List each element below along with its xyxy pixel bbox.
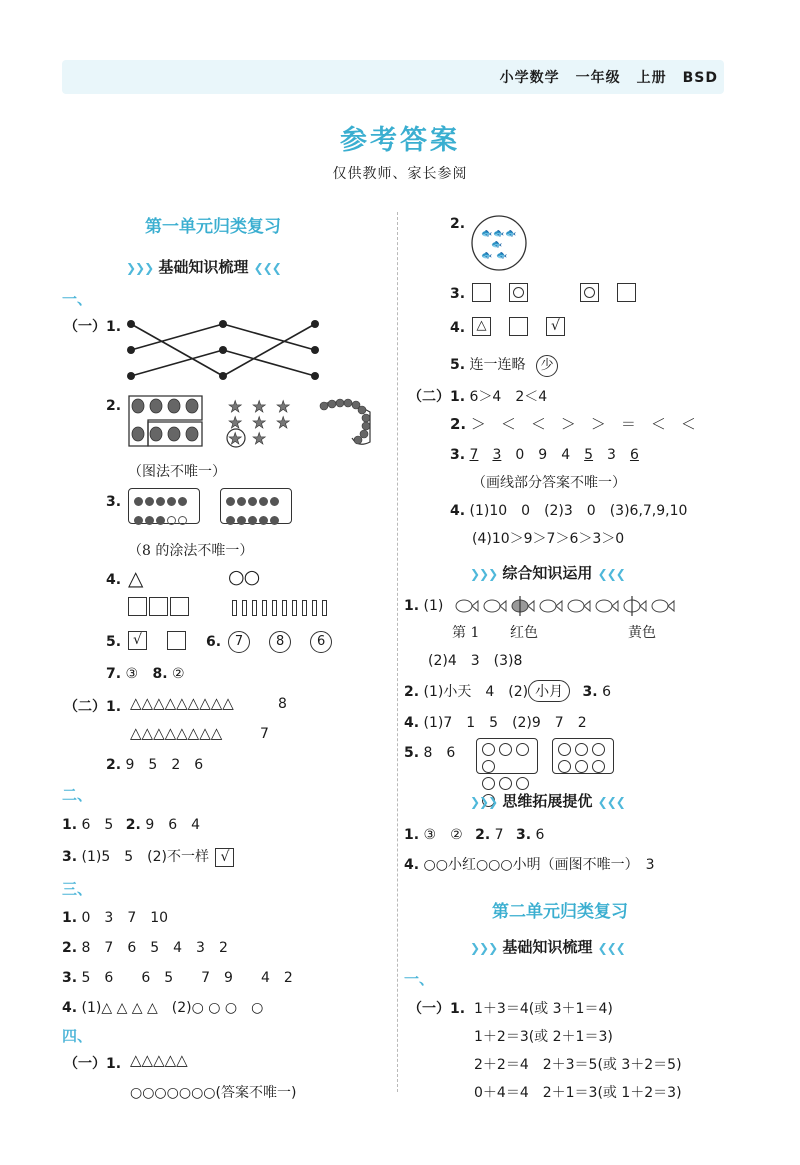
checkbox-checked: √ [215,848,234,867]
fish-row-diagram [452,594,692,618]
r-q3-shapes [472,282,642,302]
triangle-icon: △ [128,566,144,590]
svg-text:🐟: 🐟 [493,229,505,239]
u2-q1-label: （一）1. [408,1001,466,1017]
checkbox-checked: √ [546,317,565,336]
svg-text:★: ★ [276,413,291,432]
q3-note: （8 的涂法不唯一） [128,543,254,559]
svg-text:🐟: 🐟 [481,251,493,261]
svg-text:🐟: 🐟 [505,229,517,239]
svg-text:★: ★ [228,413,243,432]
sticks-row [232,597,332,616]
header-text [484,67,718,87]
section-basic-2: ❯❯❯ 基础知识梳理 ❮❮❮ [470,938,625,956]
grouping-diagram [126,394,376,450]
arrow-right-icon: ❯❯❯ [470,567,498,581]
circled-8: 8 [269,631,291,653]
q7-q8-row: 7. ③ 8. ② [106,666,185,682]
ten-frame-left [128,488,200,524]
svg-text:★: ★ [228,429,243,448]
svg-text:🐟: 🐟 [496,251,508,261]
ring-frame-left [476,738,538,774]
c-q1-line1: 1. (1) [404,598,444,614]
g2-q4-line1: 4. (1)10 0 (2)3 0 (3)6,7,9,10 [450,503,688,519]
svg-text:★: ★ [252,397,267,416]
triangle-row-1-count: 8 [278,696,287,712]
u2-line-4: 0＋4＝4 2＋1＝3(或 1＋2＝3) [474,1085,682,1101]
c-q1-red: 红色 [510,625,538,641]
fish-in-circle-diagram [470,214,528,272]
g2-q3: 3. 7 3 0 9 4 5 3 6 [450,447,639,463]
section-thinking: ❯❯❯ 思维拓展提优 ❮❮❮ [470,792,625,810]
r-q4-label: 4. [450,320,466,336]
r-q2-label: 2. [450,216,466,232]
part3-q1: 1. 0 3 7 10 [62,910,169,926]
q5-label: 5. [106,634,122,650]
triangle-row-1: △△△△△△△△△ [130,694,234,712]
g2-q1: （二）1. 6＞4 2＜4 [408,389,548,405]
circled-7: 7 [228,631,250,653]
svg-text:🐟: 🐟 [491,240,503,250]
header-volume: 上册 [636,70,667,86]
u2-line-2: 1＋2＝3(或 2＋1＝3) [474,1029,613,1045]
checkbox-empty [167,631,186,650]
arrow-left-icon: ❮❮❮ [597,795,625,809]
c-q1-first: 第 1 [452,625,480,641]
u2-line-1: 1＋3＝4(或 3＋1＝4) [474,1001,613,1017]
g2-q3-note: （画线部分答案不唯一） [472,475,626,491]
circles-icon: ○○ [228,566,260,588]
part3-q2: 2. 8 7 6 5 4 3 2 [62,940,228,956]
part2-q3: 3. (1)5 5 (2)不一样 √ [62,846,240,867]
arrow-left-icon: ❮❮❮ [597,567,625,581]
part-four-label: 四、 [62,1027,93,1045]
part3-q3: 3. 5 6 6 5 7 9 4 2 [62,970,293,986]
arrow-left-icon: ❮❮❮ [253,261,281,275]
group2-label: （二）1. [64,699,122,715]
circled-6: 6 [310,631,332,653]
matching-lines-diagram [125,318,325,382]
svg-text:★: ★ [252,413,267,432]
q6-answers [228,630,332,653]
arrow-left-icon: ❮❮❮ [597,941,625,955]
part4-circles: ○○○○○○○(答案不唯一) [130,1085,297,1101]
section-basic-1 [126,256,281,277]
header-grade: 一年级 [575,70,621,86]
part-three-label: 三、 [62,880,93,898]
q2-note: （图法不唯一） [128,464,226,480]
c-q2-q3: 2. (1)小天 4 (2) 小月 3. 6 [404,680,611,702]
squares-row [128,596,195,616]
ten-frame-right [220,488,292,524]
unit1-title: 第一单元归类复习 [145,217,281,237]
svg-text:★: ★ [252,429,267,448]
group2-q2: 2. 9 5 2 6 [106,757,204,773]
part3-q4: 4. (1)△ △ △ △ (2)○ ○ ○ ○ [62,1000,264,1016]
arrow-right-icon: ❯❯❯ [470,795,498,809]
part-one-label: 一、 [62,290,93,308]
u2-part-one-label: 一、 [404,970,435,988]
c-q1-line2: (2)4 3 (3)8 [428,653,523,669]
t-q1-q3: 1. ③ ② 2. 7 3. 6 [404,827,545,843]
q5-boxes [128,630,192,650]
c-q5: 5. 8 6 [404,745,456,761]
c-q1-yellow: 黄色 [628,625,656,641]
arrow-right-icon: ❯❯❯ [470,941,498,955]
triangle-row-2: △△△△△△△△ [130,724,223,742]
u2-line-3: 2＋2＝4 2＋3＝5(或 3＋2＝5) [474,1057,682,1073]
section-basic-1-label: 基础知识梳理 [158,258,249,276]
q1-label: （一）1. [64,319,122,335]
header-edition: BSD [682,70,718,86]
ring-frame-right [552,738,614,774]
triangle-row-2-count: 7 [260,726,269,742]
page-title: 参考答案 [340,125,460,156]
r-q4-boxes [472,316,571,336]
part-two-label: 二、 [62,786,93,804]
g2-q4-line2: (4)10＞9＞7＞6＞3＞0 [472,531,625,547]
part2-q1-q2: 1. 6 5 2. 9 6 4 [62,817,201,833]
part4-q1-label: （一）1. [64,1056,122,1072]
svg-text:🐟: 🐟 [481,229,493,239]
q6-label: 6. [206,634,222,650]
svg-text:★: ★ [228,397,243,416]
svg-text:★: ★ [276,397,291,416]
q3-label: 3. [106,494,122,510]
r-q3-label: 3. [450,286,466,302]
arrow-right-icon: ❯❯❯ [126,261,154,275]
triangle-in-box: △ [472,317,491,336]
circled-char: 少 [536,355,558,377]
column-divider [397,212,398,1092]
oval-answer: 小月 [528,680,570,702]
header-subject: 小学数学 [499,70,560,86]
q2-label: 2. [106,398,122,414]
r-q5: 5. 连一连略 少 [450,354,558,377]
t-q4: 4. ○○小红○○○小明（画图不唯一） 3 [404,857,655,873]
page-subtitle: 仅供教师、家长参阅 [332,166,468,182]
checkbox-checked: √ [128,631,147,650]
unit2-title: 第二单元归类复习 [492,902,628,922]
q4-label: 4. [106,572,122,588]
g2-q2: 2. ＞ ＜ ＜ ＞ ＞ ＝ ＜ ＜ [450,415,696,433]
part4-triangles: △△△△△ [130,1051,188,1069]
c-q4: 4. (1)7 1 5 (2)9 7 2 [404,715,587,731]
section-comprehensive: ❯❯❯ 综合知识运用 ❮❮❮ [470,564,625,582]
